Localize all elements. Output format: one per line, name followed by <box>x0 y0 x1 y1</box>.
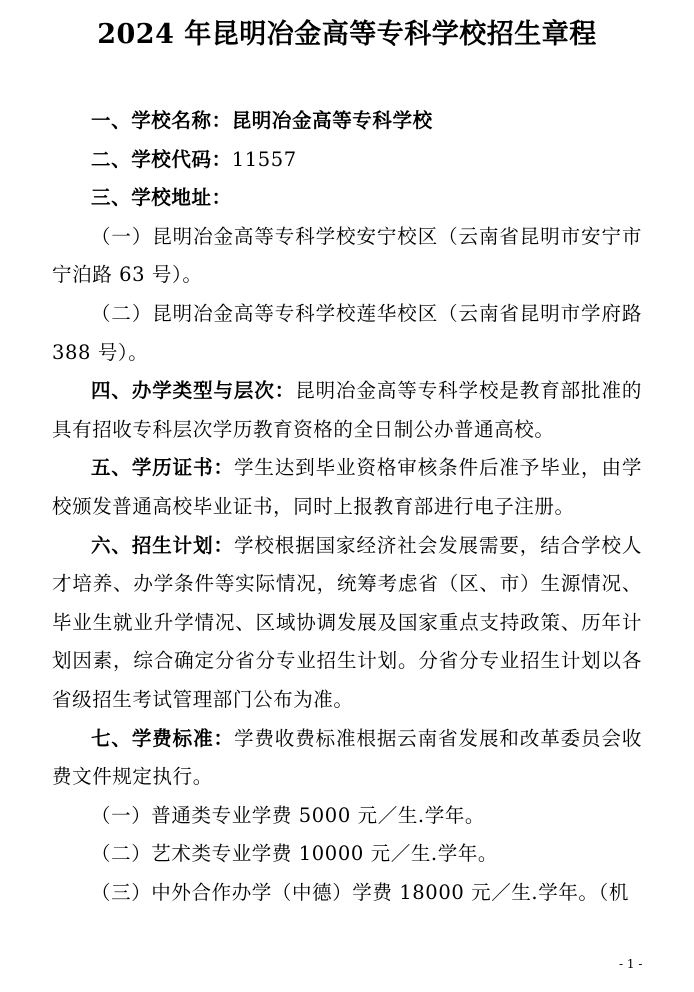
section-text: （二）昆明冶金高等专科学校莲华校区（云南省昆明市学府路 388 号）。 <box>52 301 642 364</box>
section-school-address <box>52 179 642 218</box>
address-lianhua-campus <box>52 295 642 372</box>
section-school-type <box>52 372 642 449</box>
tuition-arts <box>52 835 642 874</box>
section-text: 昆明冶金高等专科学校 <box>231 109 433 132</box>
tuition-general <box>52 797 642 836</box>
document-body <box>52 102 642 912</box>
section-text: 学校根据国家经济社会发展需要，结合学校人才培养、办学条件等实际情况，统筹考虑省（区、市）生源情况、毕业生就业升学情况、区域协调发展及国家重点支持政策、历年计划因素，综合确定分省分专业招生计划。分省分专业招生计划以各省级招生考试管理部门公布为准。 <box>52 533 642 711</box>
document-title: 2024 年昆明冶金高等专科学校招生章程 <box>97 19 597 50</box>
section-text: （一）普通类专业学费 5000 元／生.学年。 <box>91 803 486 827</box>
section-text: （三）中外合作办学（中德）学费 18000 元／生.学年。（机 <box>91 880 629 904</box>
section-text: 11557 <box>231 147 297 171</box>
section-text: 学生达到毕业资格审核条件后准予毕业，由学校颁发普通高校毕业证书，同时上报教育部进行电子注册。 <box>52 456 642 518</box>
section-text: 昆明冶金高等专科学校是教育部批准的具有招收专科层次学历教育资格的全日制公办普通高校。 <box>52 379 642 441</box>
section-heading: 六、招生计划： <box>91 533 234 557</box>
tuition-sino-german <box>52 874 642 913</box>
address-anning-campus <box>52 218 642 295</box>
section-heading: 五、学历证书： <box>91 456 234 480</box>
section-diploma <box>52 449 642 526</box>
page-number: - 1 - <box>619 957 643 971</box>
section-heading: 二、学校代码： <box>91 147 232 171</box>
section-school-code <box>52 141 642 180</box>
section-heading: 七、学费标准： <box>91 726 234 750</box>
section-school-name <box>52 102 642 141</box>
section-heading: 一、学校名称： <box>91 109 232 132</box>
section-heading: 三、学校地址： <box>91 186 232 210</box>
section-text: 学费收费标准根据云南省发展和改革委员会收费文件规定执行。 <box>52 726 642 789</box>
section-tuition <box>52 720 642 797</box>
section-text: （二）艺术类专业学费 10000 元／生.学年。 <box>91 842 499 866</box>
section-enrollment-plan <box>52 527 642 720</box>
section-text: （一）昆明冶金高等专科学校安宁校区（云南省昆明市安宁市宁泊路 63 号）。 <box>52 224 642 287</box>
section-heading: 四、办学类型与层次： <box>91 379 296 403</box>
